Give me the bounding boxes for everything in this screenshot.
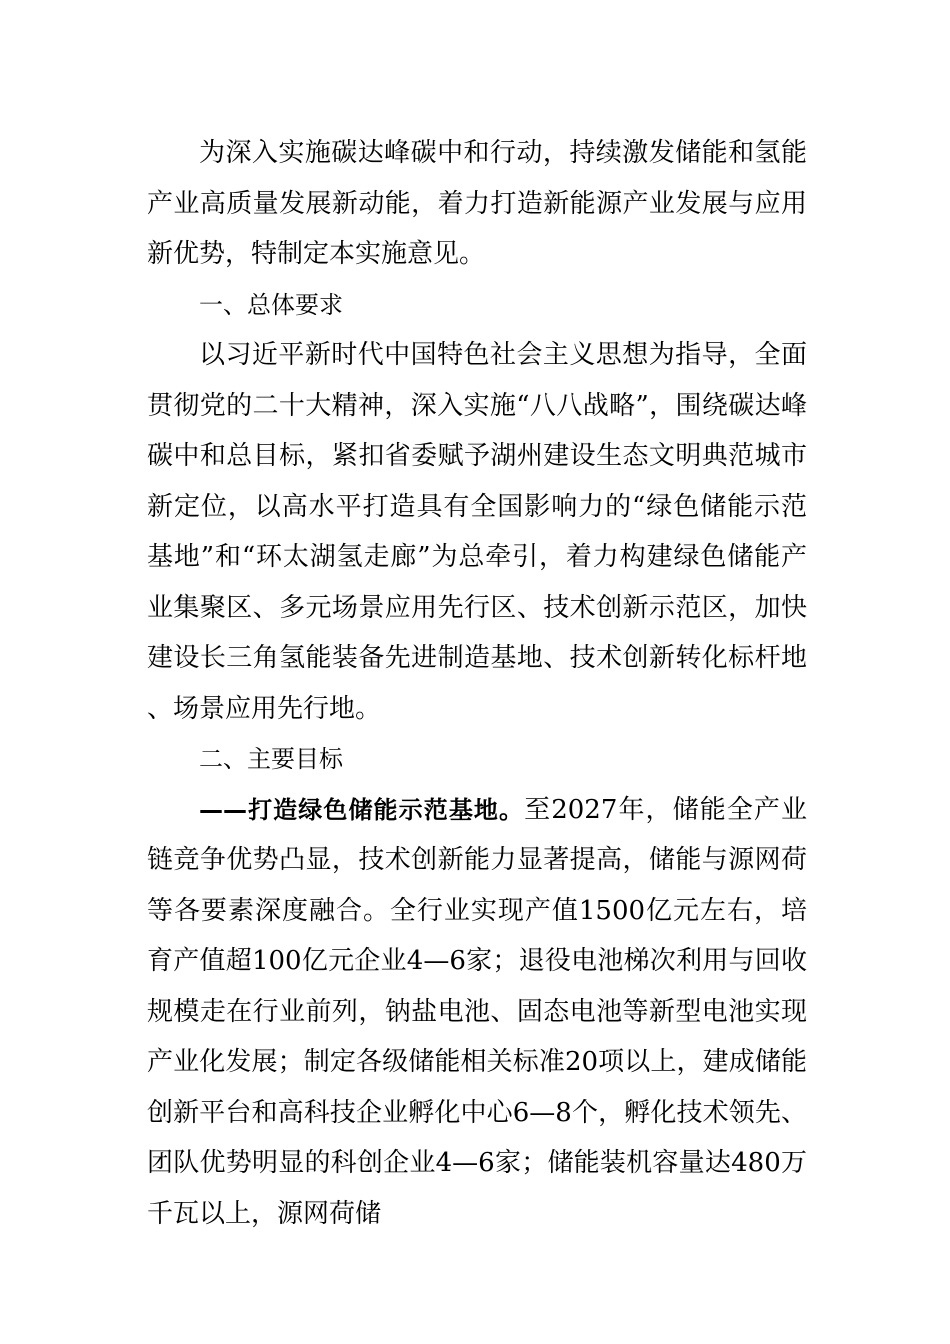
document-body [147,128,807,1239]
goal-lead-text: ——打造绿色储能示范基地。 [199,795,525,824]
goal-paragraph-energy-storage [147,785,807,1240]
intro-paragraph: 为深入实施碳达峰碳中和行动，持续激发储能和氢能产业高质量发展新动能，着力打造新能源产业发展与应用新优势，特制定本实施意见。 [147,138,807,269]
section-heading-general-requirements: 一、总体要求 [199,290,343,319]
section-heading-main-goals: 二、主要目标 [199,745,343,773]
general-requirements-paragraph: 以习近平新时代中国特色社会主义思想为指导，全面贯彻党的二十大精神，深入实施“八八战略”，围绕碳达峰碳中和总目标，紧扣省委赋予湖州建设生态文明典范城市新定位，以高水平打造具有全国影响力的“绿色储能示范基地”和“环太湖氢走廊”为总牵引，着力构建绿色储能产业集聚区、多元场景应用先行区、技术创新示范区，加快建设长三角氢能装备先进制造基地、技术创新转化标杆地、场景应用先行地。 [147,340,807,724]
goal-body-text: 至2027年，储能全产业链竞争优势凸显，技术创新能力显著提高，储能与源网荷等各要素深度融合。全行业实现产值1500亿元左右，培育产值超100亿元企业4—6家；退役电池梯次利用与回收规模走在行业前列，钠盐电池、固态电池等新型电池实现产业化发展；制定各级储能相关标准20项以上，建成储能创新平台和高科技企业孵化中心6—8个，孵化技术领先、团队优势明显的科创企业4—6家；储能装机容量达480万千瓦以上，源网荷储 [147,794,808,1229]
